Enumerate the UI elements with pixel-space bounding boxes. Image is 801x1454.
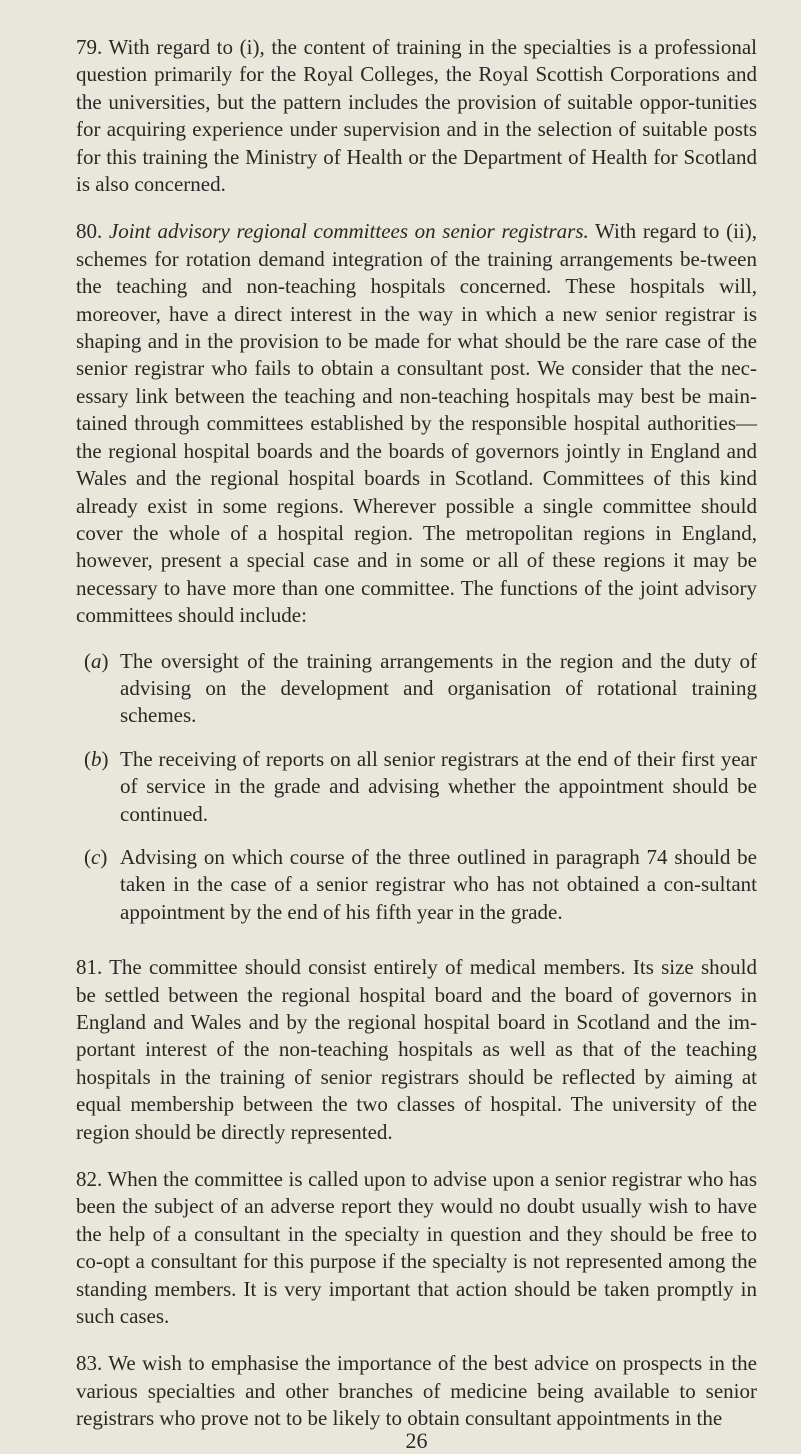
list-item-text: The oversight of the training arrangements in the region and the duty of advising on the development and organisation of rotational training schemes. [120, 648, 757, 728]
paragraph-83: 83. We wish to emphasise the importance of the best advice on prospects in the various specialties and other branches of medicine being available to senior registrars who prove not to be likely to obtain consultant appointments in the [76, 1351, 757, 1431]
list-marker-c: (c) [84, 844, 108, 869]
functions-list [76, 648, 757, 927]
page-number: 26 [405, 1427, 428, 1453]
paragraph-80 [76, 218, 757, 629]
list-item-b [76, 746, 757, 828]
paragraph-82: 82. When the committee is called upon to advise upon a senior registrar who has been the subject of an adverse report they would no doubt usually wish to have the help of a consultant in the specialty in question and they should be free to co-opt a consultant for this purpose if the specialty is not represented among the standing members. It is very important that action should be taken promptly in such cases. [76, 1167, 757, 1329]
paragraph-79: 79. With regard to (i), the content of training in the specialties is a professional question primarily for the Royal Colleges, the Royal Scottish Corporations and the universities, but the pattern includes the provision of suitable oppor-tunities for acquiring experience under supervision and in the selection of suitable posts for this training the Ministry of Health or the Department of Health for Scotland is also concerned. [76, 35, 757, 197]
list-item-text: The receiving of reports on all senior registrars at the end of their first year of service in the grade and advising whether the appointment should be continued. [120, 746, 757, 826]
list-marker-b: (b) [84, 746, 109, 771]
paragraph-80-text: With regard to (ii), schemes for rotation demand integration of the training arrangements be-tween the teaching and non-teaching hospitals concerned. These hospitals will, moreover, have a direct interest in the way in which a new senior registrar is shaping and in the provision to be made for what should be the rare case of the senior registrar who fails to obtain a consultant post. We consider that the nec-essary link between the teaching and non-teaching hospitals may best be main-tained through committees established by the responsible hospital authorities— the regional hospital boards and the boards of governors jointly in England and Wales and the regional hospital boards in Scotland. Committees of this kind already exist in some regions. Wherever possible a single committee should cover the whole of a hospital region. The metropolitan regions in England, however, present a special case and in some or all of these regions it may be necessary to have more than one committee. The functions of the joint advisory committees should include: [76, 219, 757, 628]
list-marker-a: (a) [84, 648, 109, 673]
paragraph-80-heading: Joint advisory regional committees on senior registrars. [108, 219, 589, 244]
list-item-c [76, 844, 757, 926]
list-item-text: Advising on which course of the three outlined in paragraph 74 should be taken in the case of a senior registrar who has not obtained a con-sultant appointment by the end of his fifth year in the grade. [120, 844, 757, 924]
paragraph-81: 81. The committee should consist entirely of medical members. Its size should be settled between the regional hospital board and the board of governors in England and Wales and by the regional hospital board in Scotland and the im-portant interest of the non-teaching hospitals as well as that of the teaching hospitals in the training of senior registrars should be reflected by aiming at equal membership between the two classes of hospital. The university of the region should be directly represented. [76, 955, 757, 1144]
list-item-a [76, 648, 757, 730]
paragraph-80-number: 80. [76, 219, 103, 244]
